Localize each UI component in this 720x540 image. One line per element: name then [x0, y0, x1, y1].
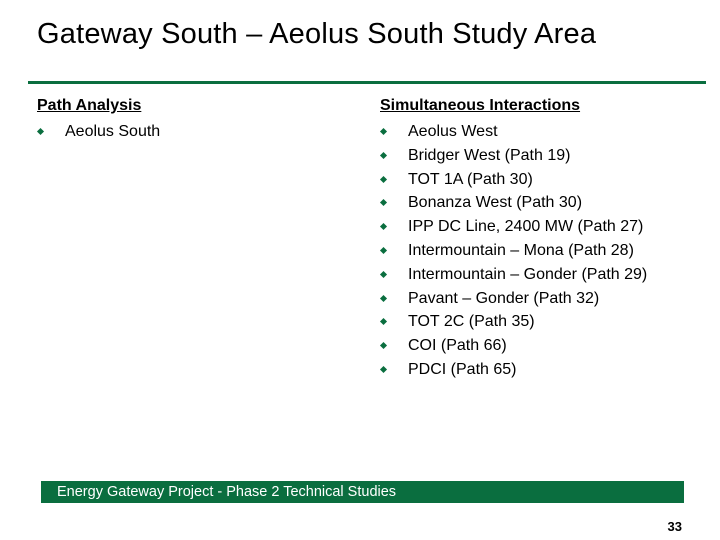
diamond-bullet-icon	[380, 128, 387, 135]
list-item	[380, 120, 710, 144]
list-item	[380, 263, 710, 287]
list-item-label: IPP DC Line, 2400 MW (Path 27)	[408, 218, 644, 236]
diamond-bullet-icon	[380, 342, 387, 349]
list-item-label: Bonanza West (Path 30)	[408, 194, 583, 212]
list-item-label: Intermountain – Mona (Path 28)	[408, 241, 634, 259]
simultaneous-interactions-list	[380, 120, 710, 382]
simultaneous-interactions-heading: Simultaneous Interactions	[380, 97, 581, 114]
path-analysis-section	[37, 96, 357, 144]
list-item	[380, 358, 710, 382]
list-item	[380, 144, 710, 168]
diamond-bullet-icon	[380, 318, 387, 325]
list-item-label: Aeolus West	[408, 123, 498, 140]
diamond-bullet-icon	[380, 366, 387, 373]
list-item-label: Intermountain – Gonder (Path 29)	[408, 265, 648, 283]
list-item	[380, 310, 710, 334]
slide-title: Gateway South – Aeolus South Study Area	[37, 18, 597, 50]
footer-bar	[41, 481, 684, 503]
diamond-bullet-icon	[380, 176, 387, 183]
title-divider	[28, 81, 706, 84]
list-item	[380, 334, 710, 358]
list-item-label: TOT 1A (Path 30)	[408, 170, 533, 188]
diamond-bullet-icon	[380, 223, 387, 230]
page-number: 33	[667, 519, 682, 534]
diamond-bullet-icon	[380, 152, 387, 159]
list-item	[380, 191, 710, 215]
simultaneous-interactions-section	[380, 96, 710, 382]
list-item-label: Pavant – Gonder (Path 32)	[408, 289, 600, 307]
footer-text: Energy Gateway Project - Phase 2 Technical Studies	[57, 484, 397, 500]
list-item	[380, 239, 710, 263]
diamond-bullet-icon	[380, 247, 387, 254]
list-item-label: Bridger West (Path 19)	[408, 146, 571, 164]
list-item-label: PDCI (Path 65)	[408, 360, 517, 378]
list-item	[380, 215, 710, 239]
diamond-bullet-icon	[380, 199, 387, 206]
list-item	[380, 287, 710, 311]
list-item-label: Aeolus South	[65, 123, 161, 140]
diamond-bullet-icon	[380, 271, 387, 278]
path-analysis-list	[37, 120, 357, 144]
diamond-bullet-icon	[380, 295, 387, 302]
list-item-label: COI (Path 66)	[408, 337, 507, 355]
list-item	[380, 168, 710, 192]
diamond-bullet-icon	[37, 128, 44, 135]
path-analysis-heading: Path Analysis	[37, 97, 142, 114]
list-item	[37, 120, 357, 144]
list-item-label: TOT 2C (Path 35)	[408, 313, 535, 331]
